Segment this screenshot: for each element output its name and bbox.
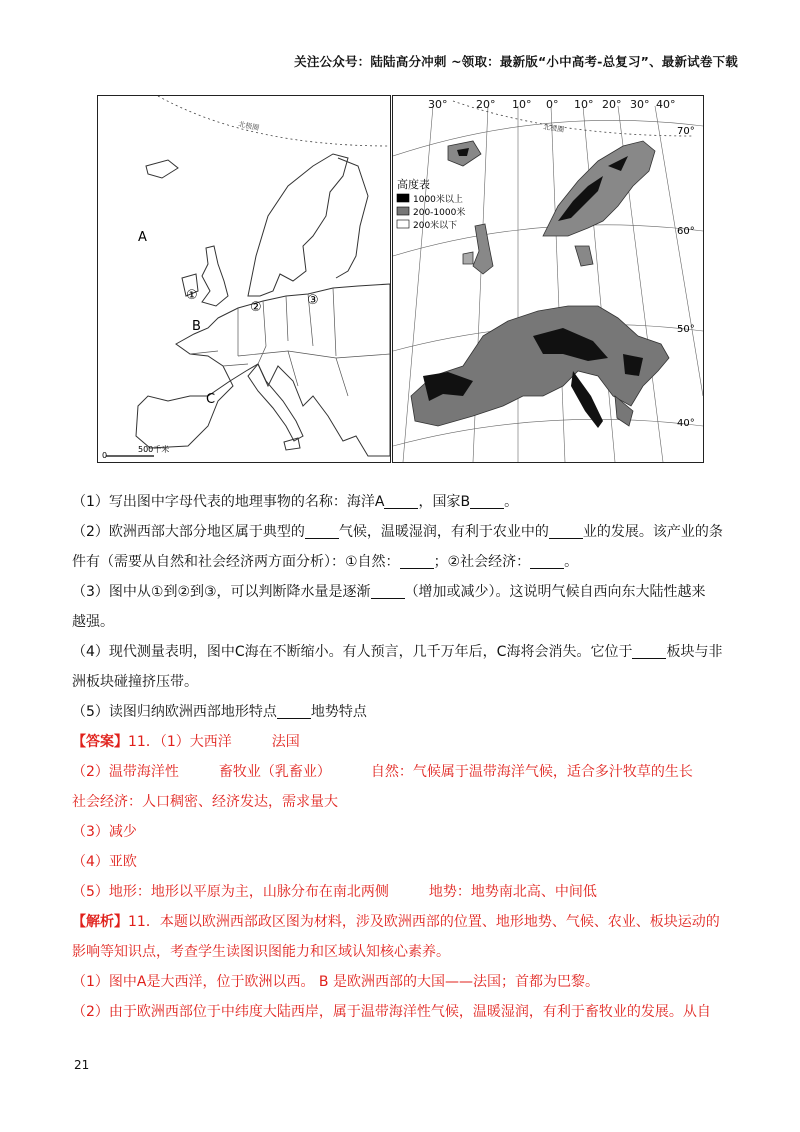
analysis-line-3 bbox=[72, 967, 732, 997]
lon-label: 20° bbox=[602, 98, 622, 111]
label-circle-2: ② bbox=[250, 300, 262, 315]
blank bbox=[400, 554, 434, 569]
q1-text-c: 。 bbox=[504, 494, 519, 510]
q2-text-e: ；②社会经济： bbox=[433, 554, 531, 570]
lon-label: 40° bbox=[656, 98, 676, 111]
analysis-tag: 【解析】 bbox=[72, 914, 128, 930]
europe-elevation-map bbox=[392, 95, 704, 463]
scale-label: 500千米 bbox=[138, 445, 170, 454]
question-5 bbox=[72, 697, 732, 727]
question-3-line-2 bbox=[72, 607, 732, 637]
answer-text: 地势：地势南北高、中间低 bbox=[428, 884, 597, 900]
q1-text-a: （1）写出图中字母代表的地理事物的名称：海洋A bbox=[72, 494, 385, 510]
answer-text: （3）减少 bbox=[72, 824, 137, 840]
arctic-label: 北极圈 bbox=[237, 120, 260, 133]
maps-figure bbox=[97, 95, 703, 463]
lat-70: 70° bbox=[677, 126, 695, 137]
elevation-legend bbox=[397, 177, 465, 231]
blank bbox=[470, 494, 504, 509]
blank bbox=[530, 554, 564, 569]
analysis-text: 11．本题以欧洲西部政区图为材料，涉及欧洲西部的位置、地形地势、气候、农业、板块运动的 bbox=[128, 914, 720, 930]
answer-text: （4）亚欧 bbox=[72, 854, 137, 870]
lat-60: 60° bbox=[677, 226, 695, 237]
answer-line-2 bbox=[72, 757, 732, 787]
answer-line-5 bbox=[72, 847, 732, 877]
lon-label: 20° bbox=[476, 98, 496, 111]
answer-text: 畜牧业（乳畜业） bbox=[218, 764, 331, 780]
document-body bbox=[72, 487, 732, 1027]
legend-item-mid: 200-1000米 bbox=[413, 208, 466, 218]
answer-text: 法国 bbox=[271, 734, 300, 750]
page-header: 关注公众号：陆陆高分冲刺 ~领取：最新版“小中高考-总复习”、最新试卷下载 bbox=[294, 54, 738, 69]
lon-label: 30° bbox=[428, 98, 448, 111]
legend-swatch-mid bbox=[397, 207, 409, 215]
q5-text-b: 地势特点 bbox=[310, 704, 367, 720]
lat-40: 40° bbox=[677, 418, 695, 429]
q3-text-c: 越强。 bbox=[72, 614, 114, 630]
longitude-labels bbox=[428, 98, 698, 112]
q2-text-b: 气候，温暖湿润，有利于农业中的 bbox=[338, 524, 549, 540]
legend-item-low: 200米以下 bbox=[413, 221, 458, 231]
analysis-line-4 bbox=[72, 997, 732, 1027]
lon-label: 10° bbox=[574, 98, 594, 111]
label-circle-1: ① bbox=[186, 288, 198, 303]
answer-line-3 bbox=[72, 787, 732, 817]
label-C: C bbox=[206, 392, 216, 407]
q3-text-b: （增加或减少）。这说明气候自西向东大陆性越来 bbox=[404, 584, 706, 600]
legend-title: 高度表 bbox=[397, 178, 430, 191]
label-B: B bbox=[192, 319, 201, 334]
answer-text: 11．（1）大西洋 bbox=[128, 734, 232, 750]
q1-text-b: ，国家B bbox=[418, 494, 471, 510]
answer-text: （2）温带海洋性 bbox=[72, 764, 179, 780]
q5-text-a: （5）读图归纳欧洲西部地形特点 bbox=[72, 704, 277, 720]
q3-text-a: （3）图中从①到②到③，可以判断降水量是逐渐 bbox=[72, 584, 371, 600]
blank bbox=[371, 584, 405, 599]
answer-text: 自然：气候属于温带海洋气候，适合多汁牧草的生长 bbox=[370, 764, 693, 780]
q4-text-c: 洲板块碰撞挤压带。 bbox=[72, 674, 198, 690]
arctic-label-right: 北极圈 bbox=[542, 123, 565, 134]
question-1 bbox=[72, 487, 732, 517]
answer-tag: 【答案】 bbox=[72, 734, 128, 750]
analysis-line-1 bbox=[72, 907, 732, 937]
q2-text-c: 业的发展。该产业的条 bbox=[582, 524, 723, 540]
q2-text-a: （2）欧洲西部大部分地区属于典型的 bbox=[72, 524, 305, 540]
q4-text-b: 板块与非 bbox=[666, 644, 723, 660]
question-2 bbox=[72, 517, 732, 547]
legend-item-high: 1000米以上 bbox=[413, 195, 463, 205]
answer-text: 社会经济：人口稠密、经济发达，需求量大 bbox=[72, 794, 338, 810]
question-3 bbox=[72, 577, 732, 607]
question-4 bbox=[72, 637, 732, 667]
q2-text-f: 。 bbox=[564, 554, 579, 570]
q4-text-a: （4）现代测量表明，图中C海在不断缩小。有人预言，几千万年后，C海将会消失。它位于 bbox=[72, 644, 633, 660]
scale-zero: 0 bbox=[102, 451, 108, 460]
page-number: 21 bbox=[74, 1058, 90, 1072]
answer-text: （5）地形：地形以平原为主，山脉分布在南北两侧 bbox=[72, 884, 389, 900]
europe-political-map bbox=[97, 95, 391, 463]
question-4-line-2 bbox=[72, 667, 732, 697]
legend-swatch-low bbox=[397, 220, 409, 228]
lon-label: 0° bbox=[546, 98, 559, 111]
lon-label: 10° bbox=[512, 98, 532, 111]
blank bbox=[632, 644, 666, 659]
q2-text-d: 件有（需要从自然和社会经济两方面分析）：①自然： bbox=[72, 554, 400, 570]
label-A: A bbox=[138, 230, 147, 245]
answer-line-4 bbox=[72, 817, 732, 847]
label-circle-3: ③ bbox=[307, 293, 319, 308]
question-2-line-2 bbox=[72, 547, 732, 577]
political-map-svg bbox=[98, 96, 390, 462]
legend-swatch-high bbox=[397, 194, 409, 202]
lon-label: 30° bbox=[630, 98, 650, 111]
analysis-text: （2）由于欧洲西部位于中纬度大陆西岸，属于温带海洋性气候，温暖湿润，有利于畜牧业的发展。从自 bbox=[72, 1004, 711, 1020]
blank bbox=[277, 704, 311, 719]
lat-50: 50° bbox=[677, 324, 695, 335]
elevation-map-svg bbox=[393, 96, 703, 462]
analysis-text: （1）图中A是大西洋，位于欧洲以西。 B 是欧洲西部的大国——法国；首都为巴黎。 bbox=[72, 974, 599, 990]
blank bbox=[305, 524, 339, 539]
analysis-text: 影响等知识点，考查学生读图识图能力和区域认知核心素养。 bbox=[72, 944, 450, 960]
answer-line-6 bbox=[72, 877, 732, 907]
answer-line-1 bbox=[72, 727, 732, 757]
blank bbox=[384, 494, 418, 509]
blank bbox=[549, 524, 583, 539]
analysis-line-2 bbox=[72, 937, 732, 967]
